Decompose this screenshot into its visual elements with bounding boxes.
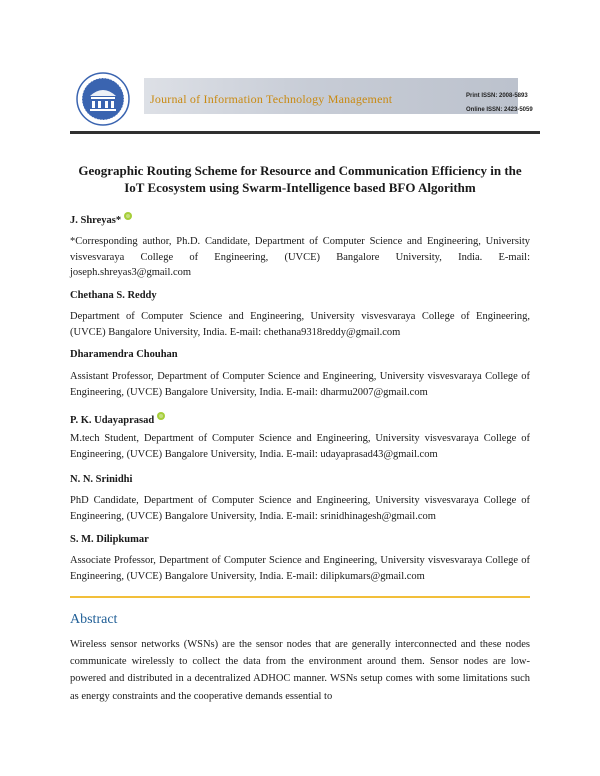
abstract-text: Wireless sensor networks (WSNs) are the sensor nodes that are generally interconnected and these nodes communicate wirelessly to collect the data from the environment around them. Sensor nodes are low-powered and distributed in a decentralized ADHOC manner. WSNs setup comes with some limitations such as energy constraints and the cooperative demands essential to	[70, 639, 530, 702]
author-name-text: S. M. Dilipkumar	[70, 534, 149, 545]
author-name-text: Chethana S. Reddy	[70, 290, 157, 301]
orcid-icon[interactable]	[124, 212, 132, 220]
author-name-4	[70, 412, 165, 426]
abstract-heading: Abstract	[70, 612, 118, 627]
author-affiliation-2: Department of Computer Science and Engineering, University visvesvaraya College of Engineering, (UVCE) Bangalore University, India. E-mail: chethana9318reddy@gmail.com	[70, 311, 530, 338]
author-affiliation-3: Assistant Professor, Department of Computer Science and Engineering, University visvesvaraya College of Engineering, (UVCE) Bangalore University, India. E-mail: dharmu2007@gmail.com	[70, 371, 530, 398]
author-name-text: N. N. Srinidhi	[70, 474, 133, 485]
header-divider	[70, 131, 540, 134]
author-name-1	[70, 212, 132, 226]
print-issn: Print ISSN: 2008-5893	[466, 93, 528, 99]
author-affiliation-4: M.tech Student, Department of Computer Science and Engineering, University visvesvaraya College of Engineering, (UVCE) Bangalore University, India. E-mail: udayaprasad43@gmail.com	[70, 433, 530, 460]
author-affiliation-5: PhD Candidate, Department of Computer Science and Engineering, University visvesvaraya College of Engineering, (UVCE) Bangalore University, India. E-mail: srinidhinagesh@gmail.com	[70, 495, 530, 522]
author-name-text: Dharamendra Chouhan	[70, 349, 178, 360]
author-name-5	[70, 474, 132, 485]
author-name-text: P. K. Udayaprasad	[70, 415, 155, 426]
author-name-text: J. Shreyas*	[70, 215, 122, 226]
author-affiliation-6: Associate Professor, Department of Computer Science and Engineering, University visvesvaraya College of Engineering, (UVCE) Bangalore University, India. E-mail: dilipkumars@gmail.com	[70, 555, 530, 582]
paper-title: Geographic Routing Scheme for Resource and Communication Efficiency in the IoT Ecosystem using Swarm-Intelligence based BFO Algorithm	[78, 163, 522, 195]
author-affiliation-1: *Corresponding author, Ph.D. Candidate, Department of Computer Science and Engineering, University visvesvaraya College of Engineering, (UVCE) Bangalore University, India. E-mail: joseph.shreyas3@gmail.com	[70, 236, 530, 278]
orcid-icon[interactable]	[157, 412, 165, 420]
author-name-6	[70, 534, 149, 545]
online-issn: Online ISSN: 2423-5059	[466, 107, 533, 113]
university-logo-icon	[76, 72, 130, 126]
author-name-3	[70, 349, 178, 360]
section-divider	[70, 596, 530, 598]
author-name-2	[70, 290, 157, 301]
journal-title: Journal of Information Technology Management	[150, 92, 393, 106]
